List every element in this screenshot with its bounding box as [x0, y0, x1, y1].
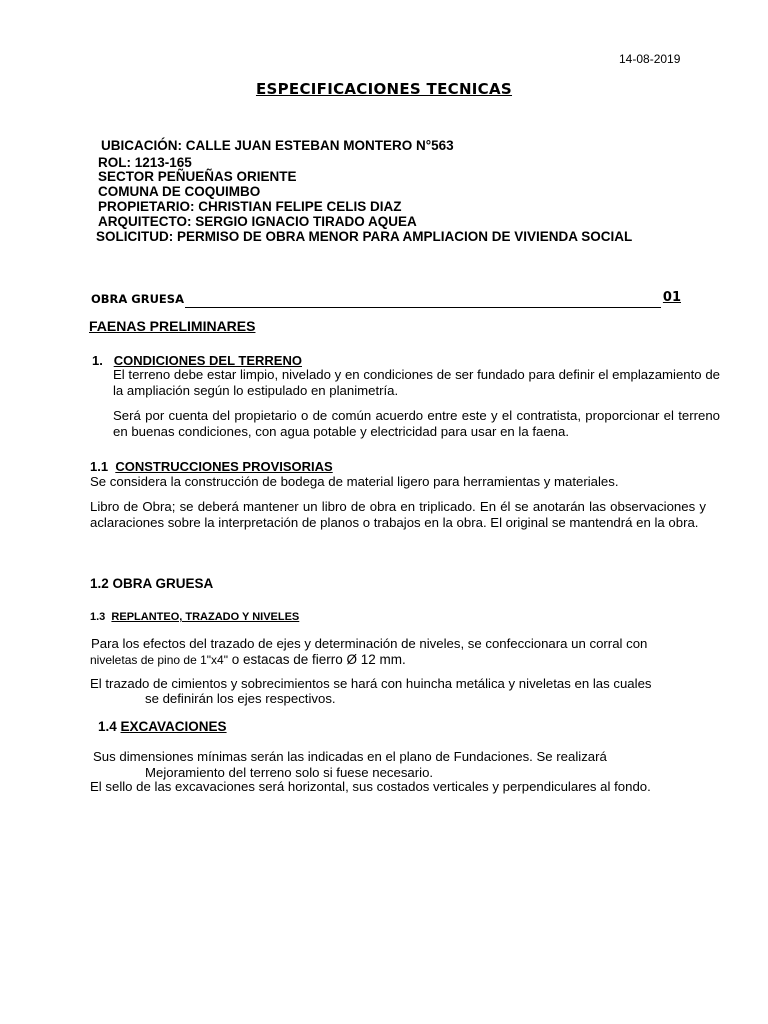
- section-1-4-title: EXCAVACIONES: [120, 719, 227, 734]
- section-1-3-number: 1.3: [90, 611, 106, 623]
- section-1-number: 1.: [92, 353, 103, 368]
- faenas-heading: [89, 318, 255, 334]
- section-1-2-heading: 1.2 OBRA GRUESA: [90, 576, 214, 591]
- section-1-4-line-3: El sello de las excavaciones será horizontal, sus costados verticales y perpendiculares al fondo.: [90, 779, 651, 794]
- info-rol: ROL: 1213-165: [98, 155, 192, 170]
- section-1-4-number: 1.4: [98, 719, 117, 734]
- section-1-1-paragraph-1: Se considera la construcción de bodega de material ligero para herramientas y materiales.: [90, 474, 619, 489]
- info-solicitud: SOLICITUD: PERMISO DE OBRA MENOR PARA AMPLIACION DE VIVIENDA SOCIAL: [96, 229, 633, 244]
- section-1-3-line-4: se definirán los ejes respectivos.: [145, 691, 336, 706]
- info-comuna: COMUNA DE COQUIMBO: [98, 184, 261, 199]
- document-title: [0, 80, 768, 98]
- section-1-3-line-2a: niveletas de pino de 1"x4": [90, 653, 228, 667]
- document-date: 14-08-2019: [619, 52, 681, 66]
- section-1-paragraph-1: El terreno debe estar limpio, nivelado y en condiciones de ser fundado para definir el emplazamiento de la ampliación según lo estipulado en planimetría.: [113, 367, 720, 398]
- info-sector: SECTOR PEÑUEÑAS ORIENTE: [98, 169, 297, 184]
- info-arquitecto: ARQUITECTO: SERGIO IGNACIO TIRADO AQUEA: [98, 214, 417, 229]
- section-1-3-heading: [90, 611, 299, 623]
- section-1-4-line-2: Mejoramiento del terreno solo si fuese necesario.: [145, 765, 434, 780]
- section-1-4-line-1: Sus dimensiones mínimas serán las indicadas en el plano de Fundaciones. Se realizará: [93, 749, 607, 764]
- obra-gruesa-rule: [185, 307, 661, 308]
- section-1-1-number: 1.1: [90, 459, 109, 474]
- info-ubicacion: UBICACIÓN: CALLE JUAN ESTEBAN MONTERO N°563: [101, 138, 454, 153]
- section-1-3-line-1: Para los efectos del trazado de ejes y determinación de niveles, se confeccionara un corral con: [91, 636, 648, 651]
- section-1-1-title: CONSTRUCCIONES PROVISORIAS: [115, 459, 333, 474]
- document-title-text: ESPECIFICACIONES TECNICAS: [255, 80, 513, 98]
- section-1-1-heading: [90, 459, 333, 474]
- section-1-paragraph-2: Será por cuenta del propietario o de común acuerdo entre este y el contratista, proporcionar el terreno en buenas condiciones, con agua potable y electricidad para usar en la faena.: [113, 408, 720, 439]
- section-1-3-line-2: [90, 652, 406, 669]
- section-1-title: CONDICIONES DEL TERRENO: [113, 353, 302, 368]
- obra-gruesa-number: 01: [662, 290, 681, 305]
- obra-gruesa-header: [91, 292, 681, 310]
- section-1-3-title: REPLANTEO, TRAZADO Y NIVELES: [111, 611, 300, 623]
- section-1-3-line-2b: o estacas de fierro Ø 12 mm.: [227, 652, 406, 667]
- section-1-1-paragraph-2: Libro de Obra; se deberá mantener un libro de obra en triplicado. En él se anotarán las observaciones y aclaraciones sobre la interpretación de planos o trabajos en la obra. El original se mantendrá en la obra.: [90, 499, 706, 530]
- section-1-3-line-3: El trazado de cimientos y sobrecimientos se hará con huincha metálica y niveletas en las cuales: [90, 676, 652, 691]
- section-1-heading: [92, 353, 302, 368]
- info-propietario: PROPIETARIO: CHRISTIAN FELIPE CELIS DIAZ: [98, 199, 402, 214]
- section-1-4-heading: [98, 719, 227, 734]
- obra-gruesa-label: OBRA GRUESA: [91, 292, 184, 306]
- faenas-heading-text: FAENAS PRELIMINARES: [89, 318, 256, 334]
